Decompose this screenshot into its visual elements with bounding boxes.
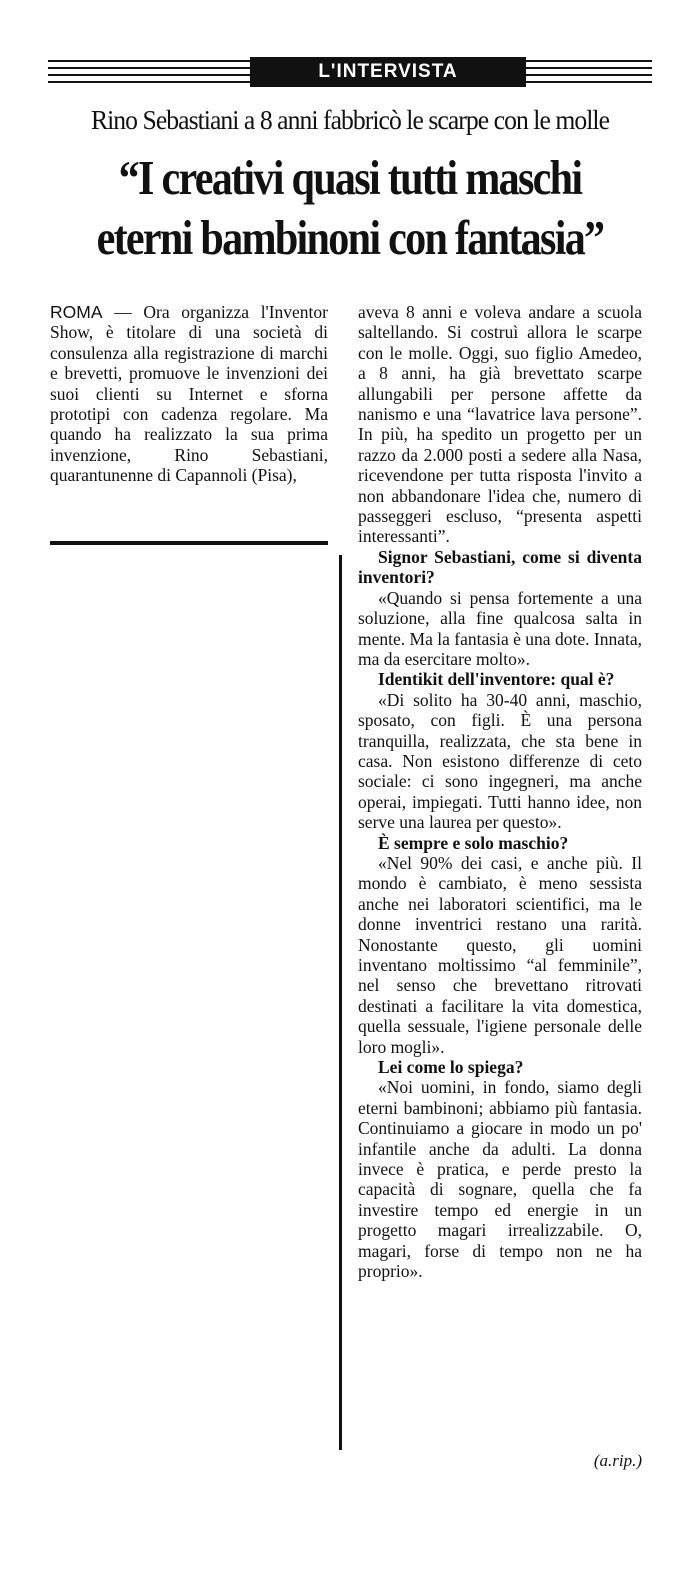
section-label: L'INTERVISTA [250,57,526,87]
right-column [358,302,642,1282]
lead-text: — Ora organizza l'Inventor Show, è titolare di una società di consulenza alla registrazione di marchi e brevetti, promuove le invenzioni dei suoi clienti su Internet e sforna prototipi con cadenza regolare. Ma quando ha realizzato la sua prima invenzione, Rino Sebastiani, quarantunenne di Capannoli (Pisa), [50,302,328,486]
answer-3: «Nel 90% dei casi, e anche più. Il mondo è cambiato, è meno sessista anche nei laboratori scientifici, ma le donne inventrici restano una rarità. Nonostante questo, gli uomini inventano moltissimo “al femminile”, nel senso che brevettano ritrovati destinati a facilitare la vita domestica, quella sessuale, l'igiene personale delle loro mogli». [358,852,642,1057]
headline-line-2: eterni bambinoni con fantasia” [96,210,604,265]
continuation-paragraph: aveva 8 anni e voleva andare a scuola saltellando. Si costruì allora le scarpe con le molle. Oggi, suo figlio Amedeo, a 8 anni, ha già brevettato scarpe allungabili per persone affette da nanismo e una “lavatrice lava persone”. In più, ha spedito un progetto per un razzo da 2.000 posti a sedere alla Nasa, ricevendone per tutta risposta l'invito a non abbandonare l'idea che, numero di passeggeri escluso, “presenta aspetti interessanti”. [358,302,642,547]
question-1: Signor Sebastiani, come si diventa inventori? [358,546,642,588]
left-column [50,302,328,486]
vertical-rule [339,555,342,1450]
question-4: Lei come lo spiega? [378,1057,524,1078]
section-header [48,54,652,92]
headline [83,148,616,268]
author-signature: (a.rip.) [593,1451,642,1470]
column-divider [50,541,328,545]
subhead: Rino Sebastiani a 8 anni fabbricò le scarpe con le molle [90,105,610,135]
question-3: È sempre e solo maschio? [378,832,569,853]
lead-paragraph [50,302,328,486]
question-2: Identikit dell'inventore: qual è? [378,669,615,690]
answer-2: «Di solito ha 30-40 anni, maschio, sposato, con figli. È una persona tranquilla, realizzata, che sta bene in casa. Non esistono differenze di ceto sociale: ci sono ingegneri, ma anche operai, impiegati. Tutti hanno idee, non serve una laurea per questo». [358,689,642,833]
dateline: ROMA [50,302,103,322]
answer-1: «Quando si pensa fortemente a una soluzione, alla fine qualcosa salta in mente. Ma la fantasia è una dote. Innata, ma da esercitare molto». [358,587,642,669]
answer-4: «Noi uomini, in fondo, siamo degli eterni bambinoni; abbiamo più fantasia. Continuiamo a giocare in modo un po' infantile anche da adulti. La donna invece è pratica, e perde presto la capacità di sognare, quella che fa investire tempo ed energie in un progetto magari irrealizzabile. O, magari, forse di tempo non ne ha proprio». [358,1077,642,1282]
headline-line-1: “I creativi quasi tutti maschi [118,150,582,205]
